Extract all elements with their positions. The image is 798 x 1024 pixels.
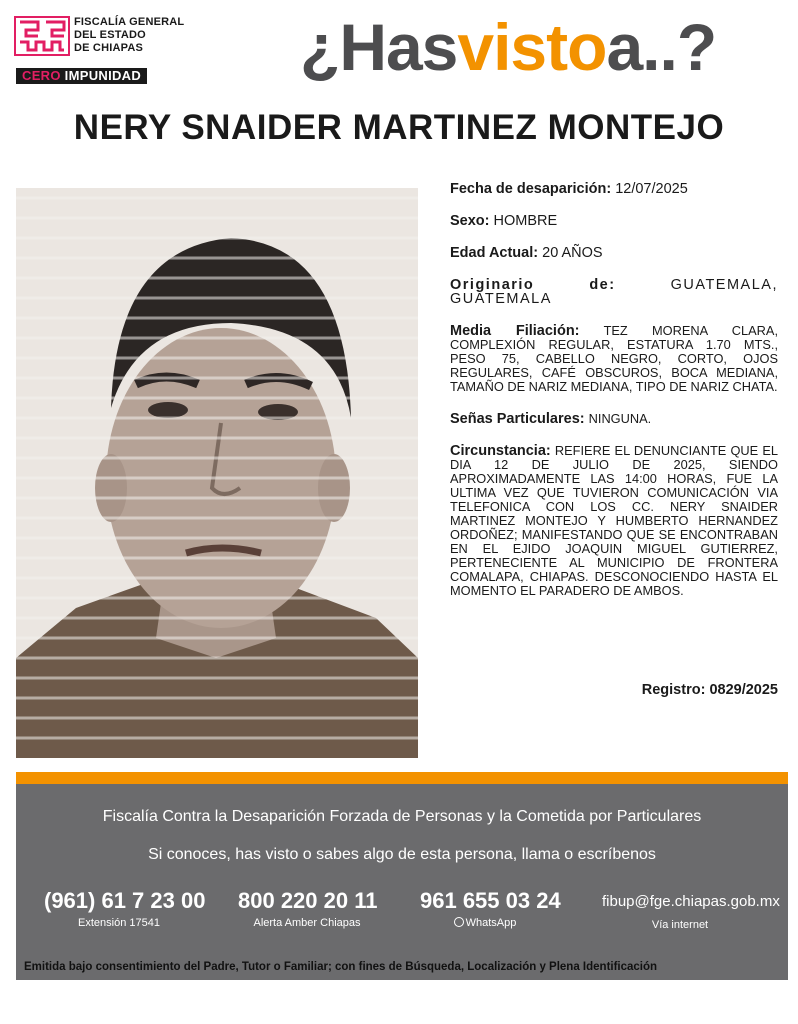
cero-impunidad-badge [16,68,147,84]
circunstancia-label: Circunstancia: [450,443,551,459]
contact-phone-amber[interactable] [238,888,376,930]
edad-label: Edad Actual: [450,245,539,261]
brand-has: ¿Has [300,10,458,84]
phone-amber-caption: Alerta Amber Chiapas [253,917,361,929]
has-visto-a-brand [300,8,790,88]
whatsapp-caption: WhatsApp [465,917,517,929]
phone-office-caption: Extensión 17541 [78,917,160,929]
phone-office-number[interactable]: (961) 61 7 23 00 [44,888,206,913]
registro-label: Registro: [641,682,706,698]
field-circunstancia [450,444,778,598]
circunstancia-value: REFIERE EL DENUNCIANTE QUE EL DIA 12 DE JULIO DE 2025, SIENDO APROXIMADAMENTE LAS 14:00 HORAS, FUE LA ULTIMA VEZ QUE TUVIERON COMUNICACIÓN VIA TELEFONICA CON LOS CC. NERY SNAIDER MARTINEZ MONTEJO Y HUMBERTO HERNANDEZ ORDOÑEZ; MANIFESTANDO QUE SE ENCONTRABAN EN EL EJIDO JOAQUIN MIGUEL GUTIERREZ, PERTENECIENTE AL MUNICIPIO DE FRONTERA COMALAPA, CHIAPAS. DESCONOCIENDO HASTA EL MOMENTO EL PARADERO DE AMBOS. [450,443,779,598]
whatsapp-icon [454,917,464,927]
origen-value: GUATEMALA, GUATEMALA [450,277,778,307]
brand-a: a..? [606,10,717,84]
senas-label: Señas Particulares: [450,411,585,427]
fecha-value: 12/07/2025 [615,181,688,197]
badge-cero: CERO [22,68,61,83]
phone-amber-number[interactable]: 800 220 20 11 [238,888,378,913]
contact-whatsapp[interactable] [420,888,561,930]
field-edad [450,246,778,260]
org-line-3: DE CHIAPAS [74,42,144,54]
field-sexo [450,214,778,228]
filiacion-value: TEZ MORENA CLARA, COMPLEXIÓN REGULAR, ESTATURA 1.70 MTS., PESO 75, CABELLO NEGRO, CORTO, OJOS REGULARES, CAFÉ OBSCUROS, BOCA MEDIANA, TAMAÑO DE NARIZ MEDIANA, TIPO DE NARIZ CHATA. [450,323,778,394]
filiacion-label: Media Filiación: [450,323,580,339]
field-fecha [450,182,778,196]
consent-disclaimer: Emitida bajo consentimiento del Padre, Tutor o Familiar; con fines de Búsqueda, Localización y Plena Identificación [24,961,658,973]
field-filiacion [450,324,778,394]
sexo-label: Sexo: [450,213,490,229]
registro-value: 0829/2025 [709,682,778,698]
brand-visto: visto [457,10,607,84]
field-senas [450,412,778,426]
email-caption: Vía internet [651,919,709,931]
fecha-label: Fecha de desaparición: [450,181,612,197]
origen-label: Originario de: [450,277,616,293]
registro [450,682,778,698]
contact-email[interactable] [602,888,780,932]
contact-phone-office[interactable] [44,888,206,930]
org-line-1: FISCALÍA GENERAL [74,16,185,28]
person-photo [16,188,418,758]
fiscalia-emblem-icon [14,16,70,56]
whatsapp-number[interactable]: 961 655 03 24 [420,888,561,913]
email-address[interactable]: fibup@fge.chiapas.gob.mx [602,893,780,910]
footer-call-to-action: Si conoces, has visto o sabes algo de esta persona, llama o escríbenos [148,846,656,863]
orange-divider [16,772,788,784]
badge-impunidad: IMPUNIDAD [60,68,142,83]
sexo-value: HOMBRE [493,213,558,229]
field-origen [450,278,778,306]
senas-value: NINGUNA. [588,411,652,426]
org-name [74,16,184,55]
portrait-image [16,188,418,758]
org-line-2: DEL ESTADO [74,29,146,41]
edad-value: 20 AÑOS [542,245,603,261]
fiscalia-logo [14,14,189,90]
footer-fiscalia-line: Fiscalía Contra la Desaparición Forzada de Personas y la Cometida por Particulares [102,808,702,825]
contact-footer [16,784,788,980]
person-details [450,182,778,616]
person-name: NERY SNAIDER MARTINEZ MONTEJO [73,108,725,147]
